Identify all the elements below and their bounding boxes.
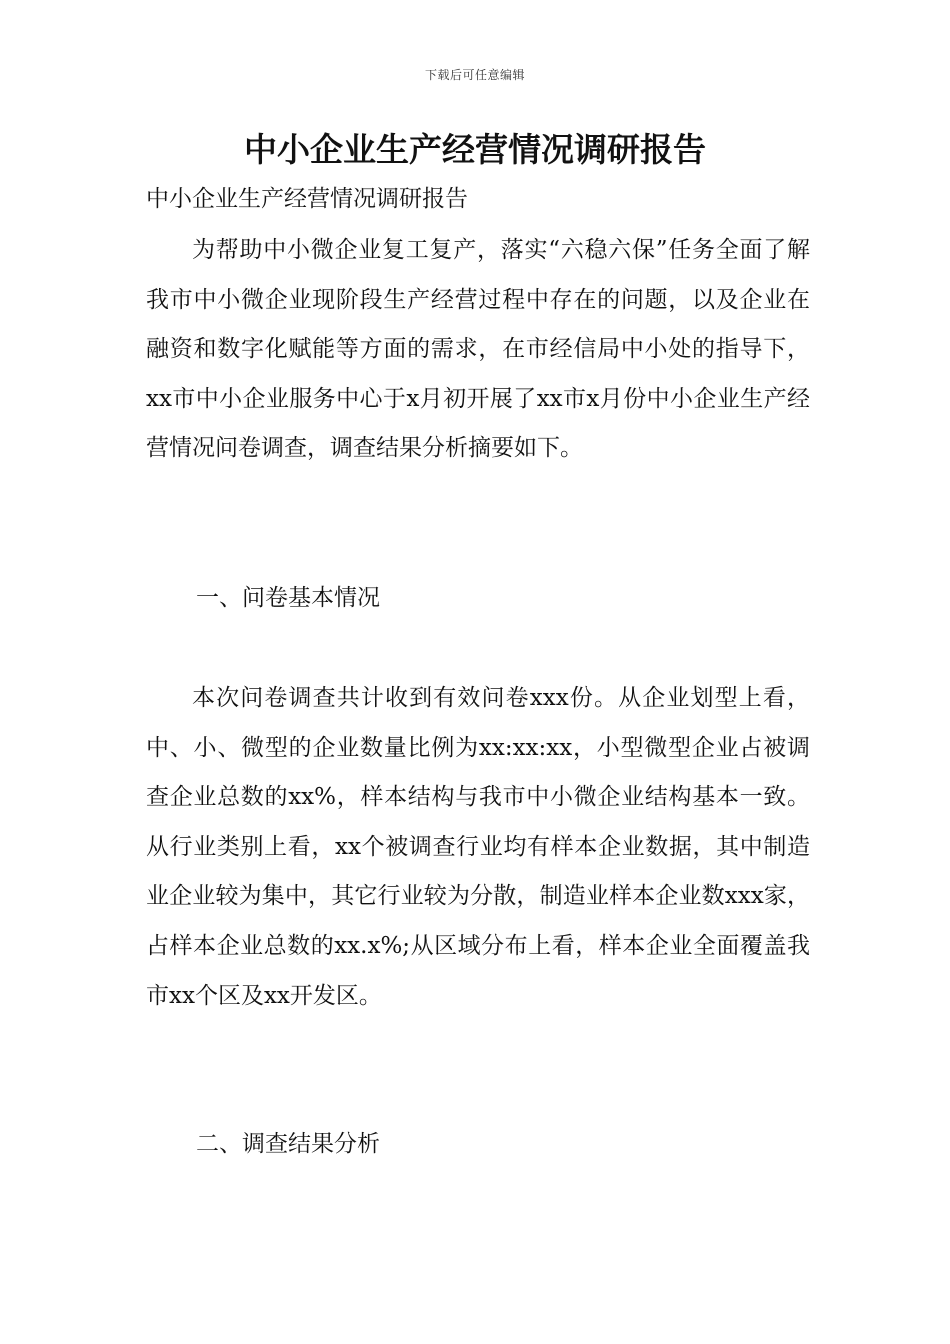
section-heading-two: 二、调查结果分析	[196, 1131, 380, 1157]
document-subtitle: 中小企业生产经营情况调研报告	[146, 186, 468, 212]
survey-paragraph: 本次问卷调查共计收到有效问卷xxx份。从企业划型上看，中、小、微型的企业数量比例为xx:xx:xx，小型微型企业占被调查企业总数的xx%，样本结构与我市中小微企业结构基本一致。从行业类别上看，xx个被调查行业均有样本企业数据，其中制造业企业较为集中，其它行业较为分散，制造业样本企业数xxx家，占样本企业总数的xx.x%;从区域分布上看，样本企业全面覆盖我市xx个区及xx开发区。	[146, 685, 810, 1009]
header-note: 下载后可任意编辑	[424, 68, 525, 82]
section-heading-one: 一、问卷基本情况	[196, 585, 380, 611]
intro-paragraph: 为帮助中小微企业复工复产，落实“六稳六保”任务全面了解我市中小微企业现阶段生产经营过程中存在的问题，以及企业在融资和数字化赋能等方面的需求，在市经信局中小处的指导下，xx市中小企业服务中心于x月初开展了xx市x月份中小企业生产经营情况问卷调查，调查结果分析摘要如下。	[146, 237, 810, 462]
document-title: 中小企业生产经营情况调研报告	[244, 130, 706, 169]
